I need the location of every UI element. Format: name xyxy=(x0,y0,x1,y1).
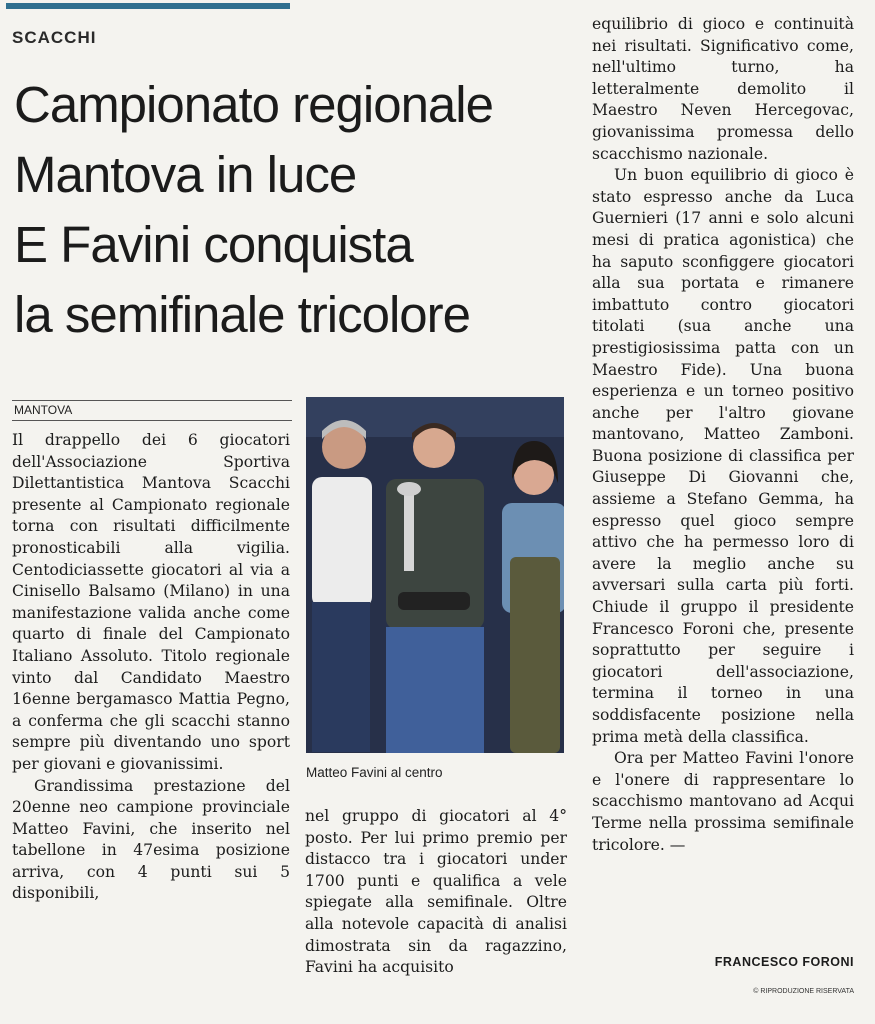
section-accent-bar xyxy=(6,3,290,9)
dateline: MANTOVA xyxy=(12,400,292,421)
headline-line: E Favini conquista xyxy=(14,216,413,273)
paragraph: nel gruppo di giocatori al 4° posto. Per lui primo premio per distacco tra i giocatori under 1700 punti e qualifica a vele spiegate alla semifinale. Oltre alla notevole capacità di analisi dimostrata sin da ragazzino, Favini ha acquisito xyxy=(305,807,567,977)
photo-caption: Matteo Favini al centro xyxy=(306,765,443,780)
paragraph: equilibrio di gioco e continuità nei risultati. Significativo come, nell'ultimo turno, ha letteralmente demolito il Maestro Neven Hercegovac, giovanissima promessa dello scacchismo nazionale. xyxy=(592,15,854,163)
paragraph: Grandissima prestazione del 20enne neo campione provinciale Matteo Favini, che inserito nel tabellone in 47esima posizione arriva, con 4 punti sui 5 disponibili, xyxy=(12,776,290,903)
headline-line: Mantova in luce xyxy=(14,146,357,203)
article-column-2 xyxy=(305,806,567,979)
headline-line: la semifinale tricolore xyxy=(14,286,471,343)
paragraph: Un buon equilibrio di gioco è stato espresso anche da Luca Guernieri (17 anni e solo alcuni mesi di pratica agonistica) che ha saputo sconfiggere giocatori alla sua portata e rimanere imbattuto contro giocatori titolati (sua anche una prestigiosissima patta con un Maestro Fide). Una buona esperienza e un torneo positivo anche per l'altro giovane mantovano, Matteo Zamboni. Buona posizione di classifica per Giuseppe Di Giovanni che, assieme a Stefano Gemma, ha espresso quel gioco sempre attivo che ha permesso loro di avere la meglio anche su avversari sulla carta più forti. Chiude il gruppo il presidente Francesco Foroni che, presente soprattutto per seguire i giocatori dell'associazione, termina il torneo in una soddisfacente posizione nella prima metà della classifica. xyxy=(592,166,854,746)
paragraph: Ora per Matteo Favini l'onore e l'onere di rappresentare lo scacchismo mantovano ad Acqui Terme nella prossima semifinale tricolore. — xyxy=(592,749,854,854)
article-photo xyxy=(306,397,564,753)
photo-illustration xyxy=(306,397,564,753)
headline xyxy=(14,70,574,350)
headline-line: Campionato regionale xyxy=(14,76,493,133)
byline: FRANCESCO FORONI xyxy=(714,955,854,969)
paragraph: Il drappello dei 6 giocatori dell'Associazione Sportiva Dilettantistica Mantova Scacchi presente al Campionato regionale torna con risultati difficilmente pronosticabili alla vigilia. Centodiciassette giocatori al via a Cinisello Balsamo (Milano) in una manifestazione valida anche come quarto di finale del Campionato Italiano Assoluto. Titolo regionale vinto dal Candidato Maestro 16enne bergamasco Mattia Pegno, a conferma che gli scacchi stanno sempre più diventando uno sport per giovani e giovanissimi. xyxy=(12,431,290,773)
article-column-3 xyxy=(592,14,854,856)
section-label: SCACCHI xyxy=(12,28,97,47)
copyright-notice: © RIPRODUZIONE RISERVATA xyxy=(753,988,854,995)
article-column-1 xyxy=(12,430,290,905)
